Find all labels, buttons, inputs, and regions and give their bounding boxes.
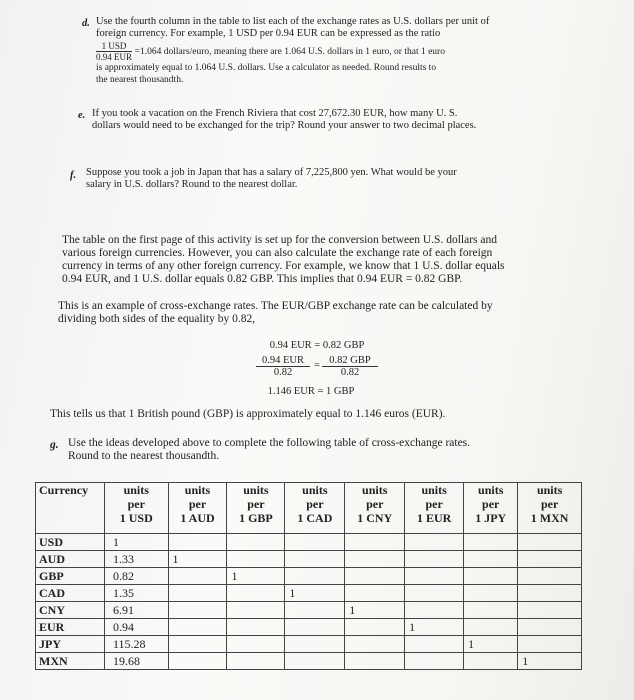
cross-exchange-table	[35, 482, 582, 670]
equation-2-left-fraction	[256, 355, 310, 378]
table-row	[36, 568, 582, 585]
rate-cell: 1	[105, 534, 169, 551]
empty-rate-cell[interactable]	[464, 568, 518, 585]
rate-cell: 1	[227, 568, 285, 585]
table-row	[36, 636, 582, 653]
cross-rate-example	[58, 300, 578, 326]
header-text: 1 MXN	[530, 511, 569, 525]
item-f-line: Suppose you took a job in Japan that has a salary of 7,225,800 yen. What would be your	[86, 167, 457, 178]
gbp-eur-conclusion: This tells us that 1 British pound (GBP) is approximately equal to 1.146 euros (EUR).	[50, 408, 446, 420]
header-text: units	[421, 483, 447, 497]
empty-rate-cell[interactable]	[227, 653, 285, 670]
rate-cell: 1	[168, 551, 227, 568]
empty-rate-cell[interactable]	[227, 636, 285, 653]
currency-code: GBP	[36, 568, 105, 585]
empty-rate-cell[interactable]	[345, 534, 405, 551]
rate-cell: 115.28	[105, 636, 169, 653]
rate-cell: 0.82	[105, 568, 169, 585]
empty-rate-cell[interactable]	[405, 568, 464, 585]
header-text: per	[247, 497, 265, 511]
empty-rate-cell[interactable]	[227, 534, 285, 551]
currency-code: USD	[36, 534, 105, 551]
item-d-line: =1.064 dollars/euro, meaning there are 1.064 U.S. dollars in 1 euro, or that 1 euro	[134, 46, 445, 57]
table-row	[36, 653, 582, 670]
equation-2-right-denominator: 0.82	[340, 367, 360, 378]
rate-cell: 0.94	[105, 619, 169, 636]
empty-rate-cell[interactable]	[285, 619, 345, 636]
empty-rate-cell[interactable]	[345, 636, 405, 653]
rate-cell: 1	[345, 602, 405, 619]
empty-rate-cell[interactable]	[168, 653, 227, 670]
header-text: 1 EUR	[416, 511, 452, 525]
header-text: 1 JPY	[475, 511, 507, 525]
equation-2	[256, 355, 380, 385]
unit-column-header	[227, 483, 285, 534]
currency-code: MXN	[36, 653, 105, 670]
empty-rate-cell[interactable]	[518, 551, 582, 568]
empty-rate-cell[interactable]	[285, 636, 345, 653]
header-text: units	[243, 483, 269, 497]
item-e-line: dollars would need to be exchanged for the trip? Round your answer to two decimal places.	[92, 120, 477, 131]
rate-cell: 1	[518, 653, 582, 670]
unit-column-header	[405, 483, 464, 534]
empty-rate-cell[interactable]	[227, 585, 285, 602]
table-header-row	[36, 483, 582, 534]
empty-rate-cell[interactable]	[345, 551, 405, 568]
empty-rate-cell[interactable]	[227, 602, 285, 619]
item-e-label: e.	[78, 110, 86, 121]
empty-rate-cell[interactable]	[464, 602, 518, 619]
item-d-line: Use the fourth column in the table to list each of the exchange rates as U.S. dollars per unit of	[96, 16, 490, 27]
fraction-numerator: 1 USD	[96, 41, 132, 52]
empty-rate-cell[interactable]	[405, 551, 464, 568]
currency-code: EUR	[36, 619, 105, 636]
rate-cell: 1	[285, 585, 345, 602]
empty-rate-cell[interactable]	[405, 585, 464, 602]
empty-rate-cell[interactable]	[345, 653, 405, 670]
unit-column-header	[345, 483, 405, 534]
empty-rate-cell[interactable]	[285, 568, 345, 585]
header-text: 1 AUD	[180, 511, 215, 525]
empty-rate-cell[interactable]	[345, 585, 405, 602]
item-d-line: is approximately equal to 1.064 U.S. dollars. Use a calculator as needed. Round results to	[96, 63, 437, 73]
empty-rate-cell[interactable]	[464, 534, 518, 551]
intro-line: The table on the first page of this activity is set up for the conversion between U.S. dollars and	[62, 234, 497, 246]
currency-code: AUD	[36, 551, 105, 568]
empty-rate-cell[interactable]	[168, 568, 227, 585]
empty-rate-cell[interactable]	[518, 602, 582, 619]
empty-rate-cell[interactable]	[518, 534, 582, 551]
empty-rate-cell[interactable]	[405, 602, 464, 619]
table-body	[36, 534, 582, 670]
table-row	[36, 585, 582, 602]
table-row	[36, 534, 582, 551]
equation-2-right-numerator: 0.82 GBP	[322, 355, 378, 367]
fraction-denominator: 0.94 EUR	[96, 52, 132, 62]
empty-rate-cell[interactable]	[345, 619, 405, 636]
rate-cell: 19.68	[105, 653, 169, 670]
rate-cell: 1.35	[105, 585, 169, 602]
header-text: units	[123, 483, 149, 497]
cross-rate-intro	[62, 234, 572, 286]
example-line: This is an example of cross-exchange rates. The EUR/GBP exchange rate can be calculated by	[58, 300, 493, 312]
item-d-label: d.	[82, 18, 90, 29]
table-row	[36, 602, 582, 619]
item-g-line: Round to the nearest thousandth.	[68, 450, 220, 462]
empty-rate-cell[interactable]	[285, 534, 345, 551]
item-d-line: foreign currency. For example, 1 USD per 0.94 EUR can be expressed as the ratio	[96, 28, 441, 39]
item-f-text	[86, 167, 566, 191]
equation-2-left-numerator: 0.94 EUR	[256, 355, 310, 367]
header-text: 1 GBP	[239, 511, 273, 525]
empty-rate-cell[interactable]	[464, 585, 518, 602]
header-text: 1 CAD	[297, 511, 333, 525]
equation-1: 0.94 EUR = 0.82 GBP	[269, 340, 365, 351]
rate-cell: 1	[464, 636, 518, 653]
empty-rate-cell[interactable]	[168, 636, 227, 653]
empty-rate-cell[interactable]	[285, 602, 345, 619]
equation-3: 1.146 EUR = 1 GBP	[267, 386, 355, 397]
rate-cell: 1.33	[105, 551, 169, 568]
empty-rate-cell[interactable]	[518, 568, 582, 585]
usd-eur-fraction	[96, 41, 132, 62]
header-text: units	[478, 483, 504, 497]
header-text: 1 CNY	[357, 511, 393, 525]
equation-2-left-denominator: 0.82	[273, 367, 293, 378]
unit-column-header	[464, 483, 518, 534]
item-d-line: the nearest thousandth.	[96, 75, 184, 85]
empty-rate-cell[interactable]	[345, 568, 405, 585]
rate-cell: 6.91	[105, 602, 169, 619]
empty-rate-cell[interactable]	[227, 551, 285, 568]
currency-column-header: Currency	[36, 483, 105, 534]
empty-rate-cell[interactable]	[405, 534, 464, 551]
empty-rate-cell[interactable]	[405, 653, 464, 670]
example-line: dividing both sides of the equality by 0.82,	[58, 313, 256, 325]
intro-line: various foreign currencies. However, you can also calculate the exchange rate of each foreign	[62, 247, 493, 259]
unit-column-header	[518, 483, 582, 534]
item-d-ratio-line	[96, 41, 576, 62]
empty-rate-cell[interactable]	[168, 602, 227, 619]
item-g-line: Use the ideas developed above to complete the following table of cross-exchange rates.	[68, 437, 471, 449]
empty-rate-cell[interactable]	[168, 585, 227, 602]
item-f-label: f.	[70, 170, 77, 181]
currency-code: CAD	[36, 585, 105, 602]
item-e-line: If you took a vacation on the French Riviera that cost 27,672.30 EUR, how many U. S.	[92, 108, 458, 119]
header-text: per	[127, 497, 145, 511]
item-d-text	[96, 16, 576, 86]
header-text: per	[540, 497, 559, 511]
empty-rate-cell[interactable]	[464, 619, 518, 636]
equation-2-equals: =	[314, 360, 320, 371]
table-row	[36, 619, 582, 636]
item-g-text	[68, 437, 578, 463]
header-text: per	[482, 497, 500, 511]
currency-code: JPY	[36, 636, 105, 653]
table-row	[36, 551, 582, 568]
empty-rate-cell[interactable]	[168, 534, 227, 551]
intro-line: currency in terms of any other foreign currency. For example, we know that 1 U.S. dollar equals	[62, 260, 505, 272]
empty-rate-cell[interactable]	[285, 551, 345, 568]
empty-rate-cell[interactable]	[227, 619, 285, 636]
intro-line: 0.94 EUR, and 1 U.S. dollar equals 0.82 GBP. This implies that 0.94 EUR = 0.82 GBP.	[62, 273, 463, 285]
item-f-line: salary in U.S. dollars? Round to the nearest dollar.	[86, 179, 298, 190]
header-text: units	[184, 483, 211, 497]
header-text: units	[536, 483, 563, 497]
empty-rate-cell[interactable]	[168, 619, 227, 636]
item-e-text	[92, 108, 572, 132]
item-g-label: g.	[50, 439, 59, 451]
unit-column-header	[105, 483, 169, 534]
header-text: per	[425, 497, 443, 511]
empty-rate-cell[interactable]	[518, 619, 582, 636]
empty-rate-cell[interactable]	[518, 636, 582, 653]
empty-rate-cell[interactable]	[405, 636, 464, 653]
header-text: units	[302, 483, 328, 497]
rate-cell: 1	[405, 619, 464, 636]
header-text: per	[366, 497, 384, 511]
empty-rate-cell[interactable]	[518, 585, 582, 602]
equation-2-right-fraction	[322, 355, 378, 378]
header-text: per	[188, 497, 207, 511]
unit-column-header	[285, 483, 345, 534]
header-text: per	[306, 497, 324, 511]
empty-rate-cell[interactable]	[285, 653, 345, 670]
empty-rate-cell[interactable]	[464, 551, 518, 568]
empty-rate-cell[interactable]	[464, 653, 518, 670]
header-text: units	[362, 483, 388, 497]
unit-column-header	[168, 483, 227, 534]
currency-code: CNY	[36, 602, 105, 619]
header-text: 1 USD	[119, 511, 153, 525]
